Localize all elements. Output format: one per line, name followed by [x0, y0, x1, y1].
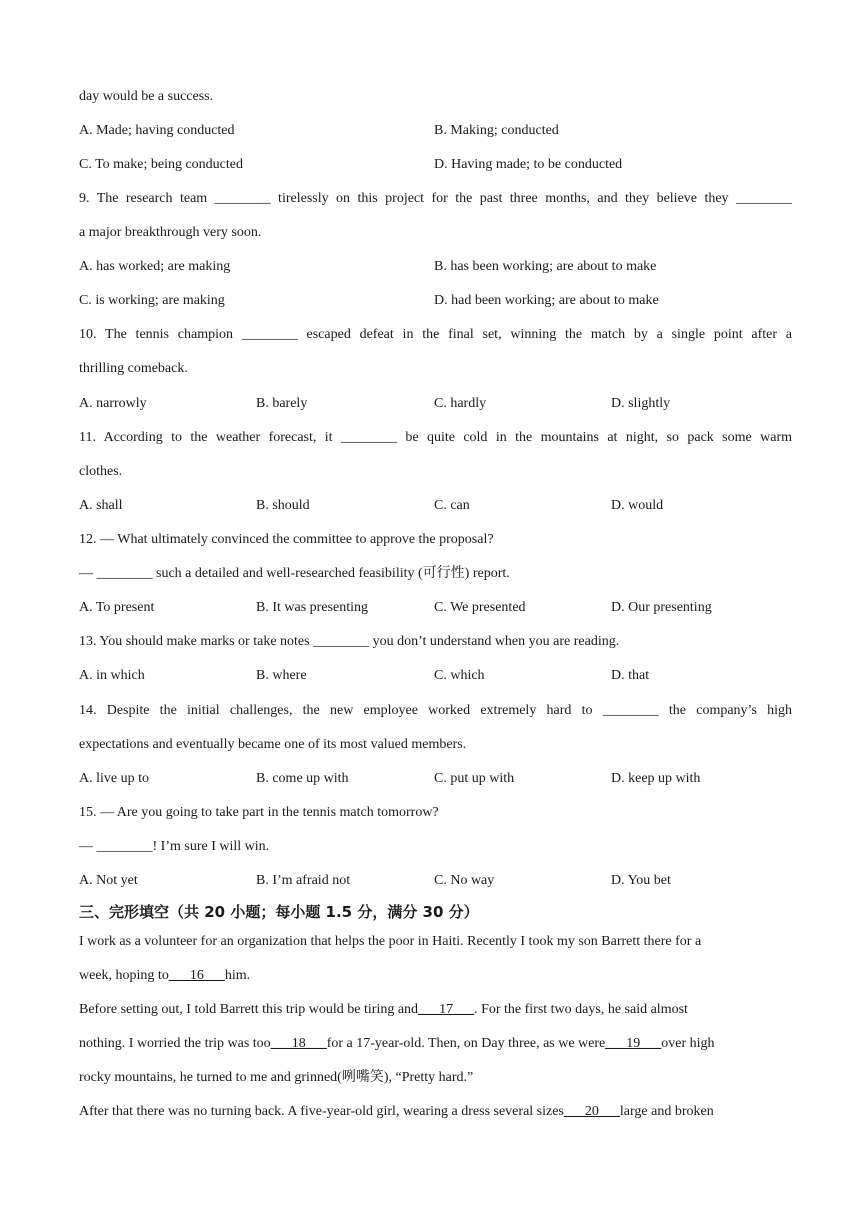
- question-14-stem-cont: expectations and eventually became one of its most valued members.: [79, 737, 467, 752]
- q11-option-b: B. should: [256, 498, 310, 513]
- blank-19: ___19___: [605, 1036, 662, 1051]
- q12-option-b: B. It was presenting: [256, 600, 368, 615]
- q13-option-c: C. which: [434, 668, 485, 683]
- q13-option-b: B. where: [256, 668, 307, 683]
- passage-line-1: I work as a volunteer for an organization that helps the poor in Haiti. Recently I took my son Barrett there for a: [79, 934, 702, 949]
- blank-20: ___20___: [563, 1104, 620, 1119]
- passage-text: Before setting out, I told Barrett this trip would be tiring and: [79, 1002, 419, 1017]
- passage-text: over high: [661, 1036, 715, 1051]
- q11-option-c: C. can: [434, 498, 470, 513]
- q15-option-b: B. I’m afraid not: [256, 873, 351, 888]
- passage-text: . For the first two days, he said almost: [474, 1002, 688, 1017]
- blank-16: ___16___: [168, 968, 225, 983]
- passage-line-6: [79, 1103, 792, 1121]
- q9-option-c: C. is working; are making: [79, 293, 225, 308]
- q14-option-b: B. come up with: [256, 771, 349, 786]
- q12-option-a: A. To present: [79, 600, 155, 615]
- blank-17: ___17___: [418, 1002, 475, 1017]
- question-15-response: — ________! I’m sure I will win.: [79, 839, 270, 854]
- passage-text: large and broken: [619, 1104, 714, 1119]
- question-11-stem-cont: clothes.: [79, 464, 123, 479]
- question-13-stem: 13. You should make marks or take notes ________ you don’t understand when you are reading.: [79, 634, 620, 649]
- question-9-stem: 9. The research team ________ tirelessly on this project for the past three months, and they believe they ________: [79, 191, 792, 206]
- question-12-stem: 12. — What ultimately convinced the committee to approve the proposal?: [79, 532, 494, 547]
- blank-18: ___18___: [270, 1036, 327, 1051]
- q9-option-d: D. had been working; are about to make: [434, 293, 659, 308]
- question-15-stem: 15. — Are you going to take part in the tennis match tomorrow?: [79, 805, 439, 820]
- passage-line-4: [79, 1035, 792, 1053]
- question-10-stem-cont: thrilling comeback.: [79, 361, 188, 376]
- q13-option-d: D. that: [611, 668, 650, 683]
- q8-option-d: D. Having made; to be conducted: [434, 157, 623, 172]
- q9-option-b: B. has been working; are about to make: [434, 259, 657, 274]
- q8-option-a: A. Made; having conducted: [79, 123, 235, 138]
- passage-text: him.: [224, 968, 251, 983]
- question-10-stem: 10. The tennis champion ________ escaped defeat in the final set, winning the match by a single point after a: [79, 327, 792, 342]
- q14-option-c: C. put up with: [434, 771, 515, 786]
- question-8-stem-end: day would be a success.: [79, 89, 214, 104]
- q9-option-a: A. has worked; are making: [79, 259, 231, 274]
- q11-option-a: A. shall: [79, 498, 123, 513]
- q14-option-a: A. live up to: [79, 771, 149, 786]
- q15-option-a: A. Not yet: [79, 873, 138, 888]
- passage-line-3: [79, 1001, 792, 1019]
- q10-option-a: A. narrowly: [79, 396, 147, 411]
- q10-option-c: C. hardly: [434, 396, 487, 411]
- q8-option-c: C. To make; being conducted: [79, 157, 244, 172]
- q15-option-c: C. No way: [434, 873, 495, 888]
- passage-text: After that there was no turning back. A five-year-old girl, wearing a dress several sizes: [79, 1104, 564, 1119]
- q12-option-d: D. Our presenting: [611, 600, 712, 615]
- question-12-response: — ________ such a detailed and well-researched feasibility (可行性) report.: [79, 566, 510, 581]
- q11-option-d: D. would: [611, 498, 664, 513]
- question-14-stem: 14. Despite the initial challenges, the new employee worked extremely hard to ________ the company’s high: [79, 703, 792, 718]
- q12-option-c: C. We presented: [434, 600, 526, 615]
- q10-option-b: B. barely: [256, 396, 308, 411]
- section-3-heading: 三、完形填空（共 20 小题；每小题 1.5 分，满分 30 分）: [79, 903, 479, 921]
- q14-option-d: D. keep up with: [611, 771, 701, 786]
- passage-text: week, hoping to: [79, 968, 169, 983]
- passage-text: for a 17-year-old. Then, on Day three, as we were: [326, 1036, 606, 1051]
- q8-option-b: B. Making; conducted: [434, 123, 559, 138]
- passage-line-2: [79, 967, 792, 985]
- passage-text: nothing. I worried the trip was too: [79, 1036, 271, 1051]
- question-11-stem: 11. According to the weather forecast, it ________ be quite cold in the mountains at night, so pack some warm: [79, 430, 792, 445]
- question-9-stem-cont: a major breakthrough very soon.: [79, 225, 262, 240]
- q13-option-a: A. in which: [79, 668, 145, 683]
- q15-option-d: D. You bet: [611, 873, 671, 888]
- passage-line-5: rocky mountains, he turned to me and grinned(咧嘴笑), “Pretty hard.”: [79, 1070, 474, 1085]
- q10-option-d: D. slightly: [611, 396, 671, 411]
